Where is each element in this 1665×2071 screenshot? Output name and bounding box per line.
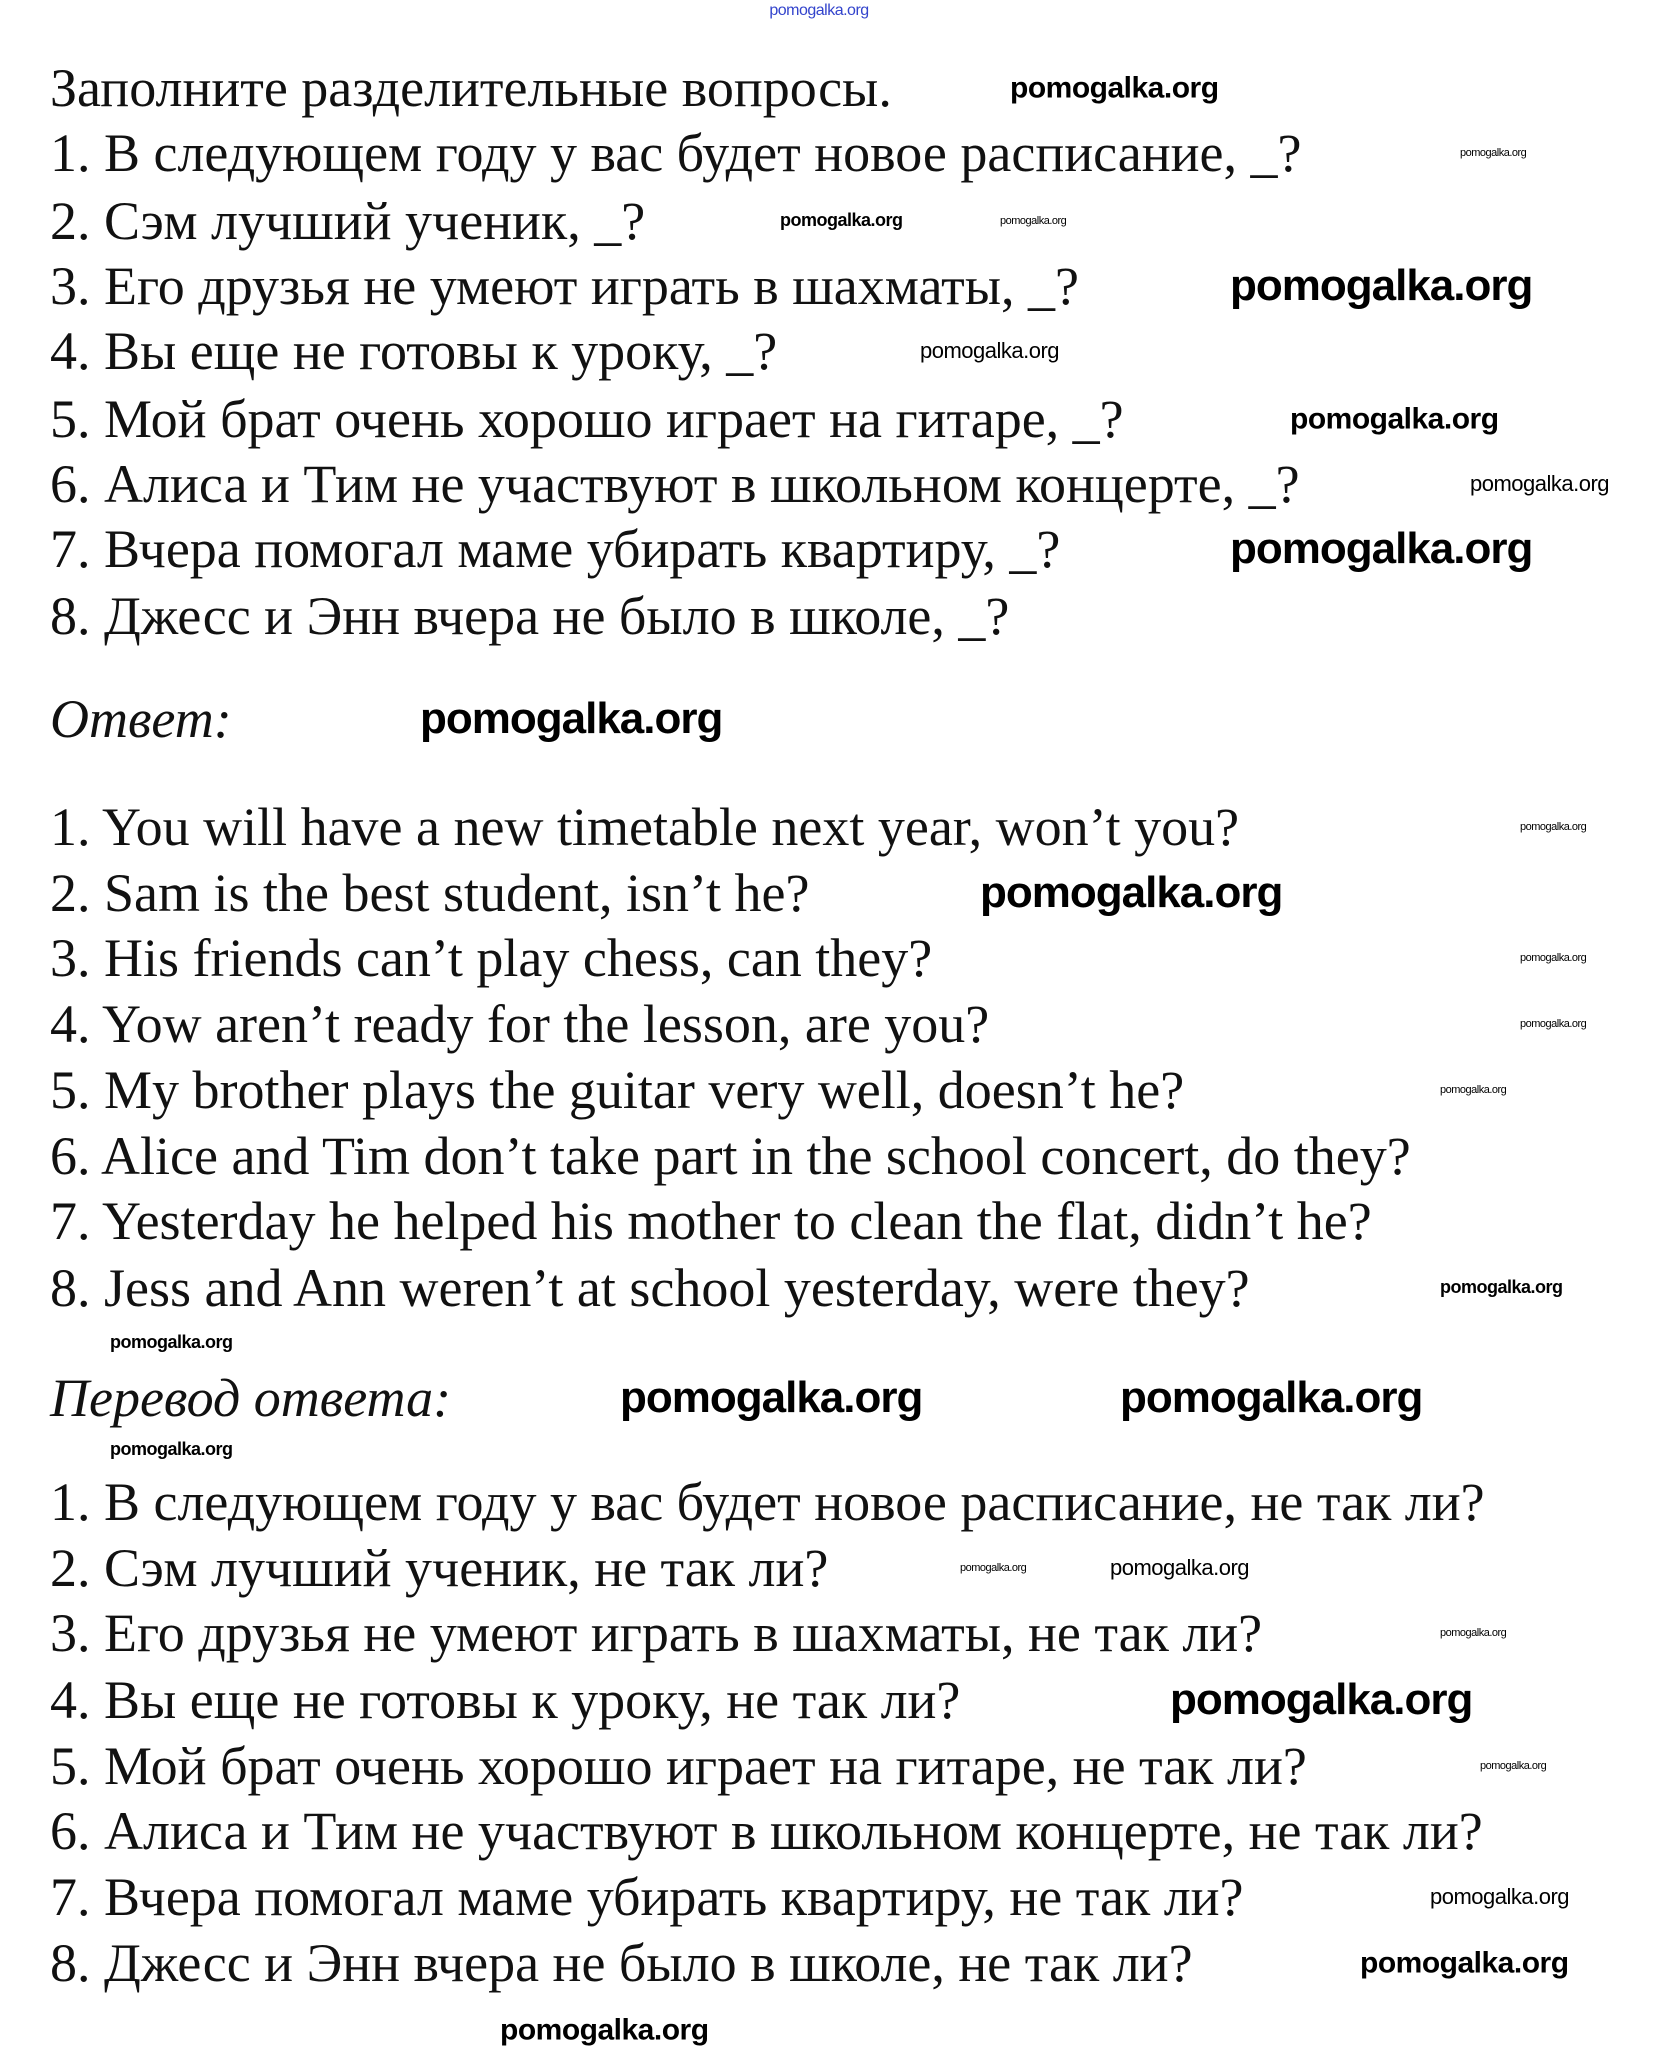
watermark: pomogalka.org <box>1440 1277 1563 1298</box>
answer-item: 1. You will have a new timetable next year, won’t you? <box>50 797 1240 857</box>
site-link[interactable]: pomogalka.org <box>769 2 869 20</box>
task-item: 8. Джесс и Энн вчера не было в школе, _? <box>50 586 1010 646</box>
watermark: pomogalka.org <box>1440 1626 1507 1639</box>
watermark: pomogalka.org <box>1520 951 1587 964</box>
answer-item: 5. My brother plays the guitar very well, doesn’t he? <box>50 1060 1185 1120</box>
translation-item: 3. Его друзья не умеют играть в шахматы, не так ли? <box>50 1603 1263 1663</box>
task-item: 2. Сэм лучший ученик, _? <box>50 191 646 251</box>
answer-item: 7. Yesterday he helped his mother to clean the flat, didn’t he? <box>50 1191 1372 1251</box>
watermark: pomogalka.org <box>1230 523 1533 573</box>
watermark: pomogalka.org <box>110 1439 233 1460</box>
watermark: pomogalka.org <box>780 210 903 231</box>
watermark: pomogalka.org <box>1460 146 1527 159</box>
watermark: pomogalka.org <box>620 1372 923 1422</box>
translation-item: 4. Вы еще не готовы к уроку, не так ли? <box>50 1670 961 1730</box>
watermark: pomogalka.org <box>1520 1017 1587 1030</box>
task-item: 7. Вчера помогал маме убирать квартиру, _? <box>50 519 1061 579</box>
translation-item: 7. Вчера помогал маме убирать квартиру, не так ли? <box>50 1867 1244 1927</box>
watermark: pomogalka.org <box>920 337 1060 363</box>
watermark: pomogalka.org <box>1480 1759 1547 1772</box>
answer-item: 6. Alice and Tim don’t take part in the school concert, do they? <box>50 1126 1411 1186</box>
answer-item: 2. Sam is the best student, isn’t he? <box>50 863 810 923</box>
watermark: pomogalka.org <box>1290 402 1499 436</box>
answer-item: 8. Jess and Ann weren’t at school yesterday, were they? <box>50 1258 1250 1318</box>
task-item: 1. В следующем году у вас будет новое расписание, _? <box>50 123 1302 183</box>
translation-item: 2. Сэм лучший ученик, не так ли? <box>50 1538 829 1598</box>
watermark: pomogalka.org <box>960 1561 1027 1574</box>
watermark: pomogalka.org <box>1360 1946 1569 1980</box>
watermark: pomogalka.org <box>1440 1083 1507 1096</box>
watermark: pomogalka.org <box>1470 470 1610 496</box>
task-item: 4. Вы еще не готовы к уроку, _? <box>50 321 778 381</box>
translation-item: 6. Алиса и Тим не участвуют в школьном концерте, не так ли? <box>50 1801 1483 1861</box>
answer-item: 4. Yow aren’t ready for the lesson, are you? <box>50 994 990 1054</box>
translation-item: 5. Мой брат очень хорошо играет на гитаре, не так ли? <box>50 1736 1307 1796</box>
watermark: pomogalka.org <box>110 1332 233 1353</box>
watermark: pomogalka.org <box>420 693 723 743</box>
watermark: pomogalka.org <box>500 2013 709 2047</box>
task-item: 3. Его друзья не умеют играть в шахматы, _? <box>50 256 1079 316</box>
watermark: pomogalka.org <box>1110 1554 1250 1580</box>
task-item: 5. Мой брат очень хорошо играет на гитаре, _? <box>50 389 1124 449</box>
watermark: pomogalka.org <box>1120 1372 1423 1422</box>
watermark: pomogalka.org <box>980 867 1283 917</box>
answer-heading: Ответ: <box>50 689 232 749</box>
watermark: pomogalka.org <box>1430 1883 1570 1909</box>
translation-item: 1. В следующем году у вас будет новое расписание, не так ли? <box>50 1472 1485 1532</box>
watermark: pomogalka.org <box>1010 71 1219 105</box>
watermark: pomogalka.org <box>1000 214 1067 227</box>
watermark: pomogalka.org <box>1170 1674 1473 1724</box>
watermark: pomogalka.org <box>1230 260 1533 310</box>
watermark: pomogalka.org <box>1520 820 1587 833</box>
translation-item: 8. Джесс и Энн вчера не было в школе, не так ли? <box>50 1933 1193 1993</box>
translation-heading: Перевод ответа: <box>50 1368 452 1428</box>
task-title: Заполните разделительные вопросы. <box>50 58 892 118</box>
answer-item: 3. His friends can’t play chess, can they? <box>50 928 933 988</box>
task-item: 6. Алиса и Тим не участвуют в школьном концерте, _? <box>50 454 1300 514</box>
